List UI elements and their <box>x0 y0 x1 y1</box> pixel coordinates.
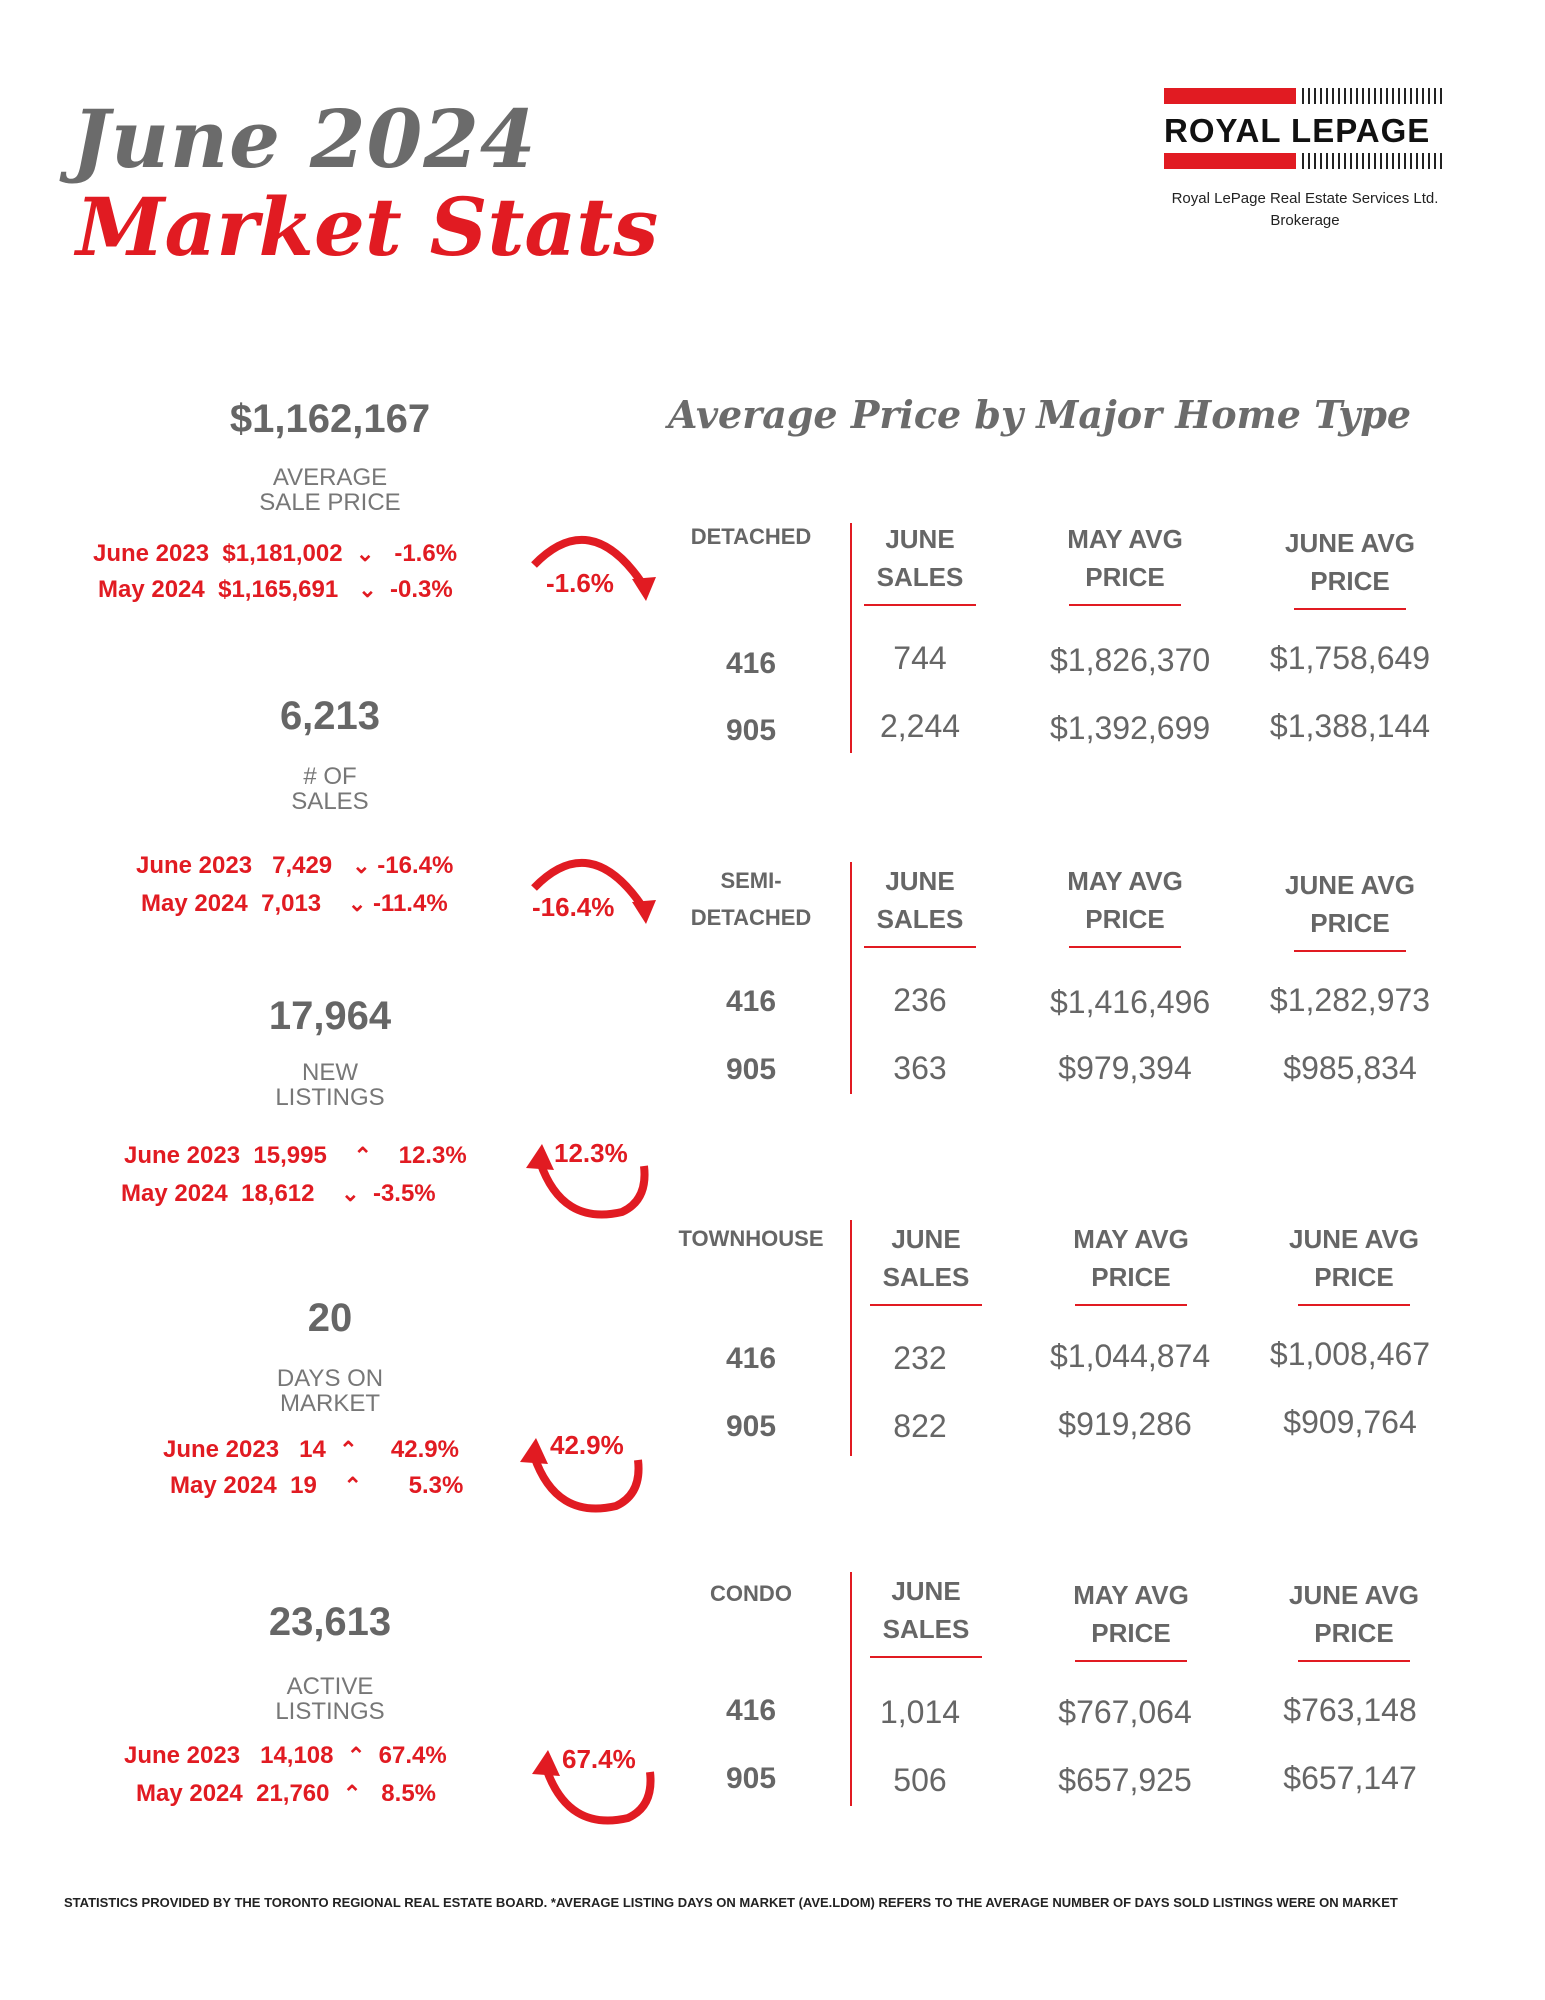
chevron-up-icon: ⌃ <box>343 1473 362 1498</box>
home-type-label <box>676 518 826 555</box>
cmp-value: 15,995 <box>253 1142 327 1169</box>
stat-label-line: AVERAGE <box>272 464 388 491</box>
stat-label-line: MARKET <box>279 1390 380 1417</box>
header-underline <box>1069 604 1181 606</box>
brokerage-label: Brokerage <box>1270 212 1340 229</box>
header-underline <box>1298 1660 1410 1662</box>
comparison-row <box>163 1436 459 1464</box>
chevron-up-icon: ⌃ <box>339 1437 358 1462</box>
home-type-line: DETACHED <box>690 524 812 549</box>
region-416: 416 <box>725 985 777 1018</box>
comparison-row <box>136 1780 436 1808</box>
col-header-line: PRICE <box>1310 566 1390 596</box>
cmp-change: -16.4% <box>377 852 454 879</box>
comparison-row <box>98 576 453 604</box>
col-header-line: JUNE AVG <box>1288 1580 1420 1610</box>
cell-sales: 1,014 <box>879 1694 961 1730</box>
cell-june-avg: $657,147 <box>1283 1760 1417 1796</box>
cmp-period: June 2023 <box>163 1436 280 1463</box>
col-header-line: SALES <box>882 1262 970 1292</box>
header-underline <box>1294 950 1406 952</box>
stat-value: 6,213 <box>279 694 381 738</box>
stat-value: 17,964 <box>268 994 392 1038</box>
region-905: 905 <box>725 1762 777 1795</box>
cell-may-avg: $1,044,874 <box>1050 1338 1211 1374</box>
col-header-line: MAY AVG <box>1073 1580 1189 1610</box>
comparison-row <box>136 852 453 880</box>
stat-label-line: SALES <box>291 788 369 815</box>
cmp-value: 14,108 <box>260 1742 334 1769</box>
region-905: 905 <box>725 1053 777 1086</box>
cell-sales: 506 <box>893 1762 947 1798</box>
divider <box>850 1572 852 1806</box>
header-underline <box>1298 1304 1410 1306</box>
col-header-june-sales <box>866 1572 986 1658</box>
cmp-period: May 2024 <box>170 1472 277 1499</box>
chevron-up-icon: ⌃ <box>353 1143 372 1168</box>
cmp-value: $1,181,002 <box>222 540 343 567</box>
col-header-june-avg <box>1260 866 1440 952</box>
logo-subtitle <box>1140 188 1470 232</box>
region-905: 905 <box>725 714 777 747</box>
col-header-june-sales <box>860 862 980 948</box>
col-header-line: SALES <box>882 1614 970 1644</box>
chevron-down-icon: ⌄ <box>358 577 377 602</box>
cell-june-avg: $1,758,649 <box>1269 640 1431 676</box>
logo-barcode <box>1302 153 1444 169</box>
stat-label <box>140 1366 520 1416</box>
cell-sales: 2,244 <box>879 708 961 744</box>
cmp-value: 18,612 <box>241 1180 315 1207</box>
cmp-period: June 2023 <box>124 1142 241 1169</box>
comparison-row <box>121 1180 436 1208</box>
cmp-change: 67.4% <box>378 1742 447 1769</box>
col-header-line: SALES <box>876 562 964 592</box>
col-header-line: PRICE <box>1314 1262 1394 1292</box>
cmp-change: -3.5% <box>372 1180 436 1207</box>
cmp-value: $1,165,691 <box>218 576 339 603</box>
col-header-line: JUNE AVG <box>1284 528 1416 558</box>
col-header-line: JUNE AVG <box>1288 1224 1420 1254</box>
cmp-change: 5.3% <box>408 1472 464 1499</box>
cmp-value: 19 <box>290 1472 317 1499</box>
col-header-line: PRICE <box>1091 1262 1171 1292</box>
col-header-may-avg <box>1050 862 1200 948</box>
col-header-line: MAY AVG <box>1067 524 1183 554</box>
arrow-label: -1.6% <box>546 568 614 598</box>
logo-red-bar <box>1164 88 1296 104</box>
col-header-line: SALES <box>876 904 964 934</box>
col-header-line: PRICE <box>1091 1618 1171 1648</box>
home-type-line: SEMI- <box>720 868 782 893</box>
header-underline <box>1294 608 1406 610</box>
cell-may-avg: $1,826,370 <box>1050 642 1211 678</box>
cell-sales: 822 <box>893 1408 947 1444</box>
home-type-line: DETACHED <box>690 905 812 930</box>
chevron-down-icon: ⌄ <box>347 891 367 916</box>
comparison-row <box>170 1472 463 1500</box>
cell-may-avg: $1,416,496 <box>1050 984 1211 1020</box>
cmp-value: 7,013 <box>261 890 322 917</box>
stat-label-line: # OF <box>303 763 357 790</box>
company-name: Royal LePage Real Estate Services Ltd. <box>1171 190 1439 207</box>
cell-sales: 232 <box>893 1340 947 1376</box>
cmp-period: June 2023 <box>136 852 253 879</box>
stat-label-line: DAYS ON <box>276 1365 384 1392</box>
cmp-value: 21,760 <box>256 1780 330 1807</box>
cmp-period: May 2024 <box>141 890 248 917</box>
cmp-change: -1.6% <box>394 540 458 567</box>
comparison-row <box>124 1742 447 1770</box>
chevron-down-icon: ⌄ <box>352 853 371 878</box>
col-header-june-sales <box>860 520 980 606</box>
header-underline <box>870 1656 982 1658</box>
stat-label-line: SALE PRICE <box>259 489 401 516</box>
header-underline <box>1069 946 1181 948</box>
cmp-change: 8.5% <box>381 1780 436 1807</box>
header-underline <box>870 1304 982 1306</box>
cell-june-avg: $763,148 <box>1283 1692 1417 1728</box>
divider <box>850 862 852 1094</box>
title-line-2: Market Stats <box>76 180 659 274</box>
royal-lepage-logo <box>1164 88 1444 174</box>
cell-june-avg: $1,008,467 <box>1269 1336 1431 1372</box>
cmp-period: June 2023 <box>124 1742 241 1769</box>
col-header-june-avg <box>1264 1576 1444 1662</box>
home-type-line: CONDO <box>710 1581 792 1606</box>
cmp-change: -11.4% <box>372 890 448 917</box>
divider <box>850 1220 852 1456</box>
stat-value: $1,162,167 <box>229 397 431 441</box>
home-type-label <box>666 1220 836 1257</box>
cell-sales: 363 <box>893 1050 947 1086</box>
cmp-change: 42.9% <box>390 1436 459 1463</box>
stat-value: 23,613 <box>268 1600 392 1644</box>
col-header-line: PRICE <box>1310 908 1390 938</box>
arrow-label: 12.3% <box>554 1138 628 1168</box>
stat-label <box>140 764 520 814</box>
stat-label-line: LISTINGS <box>275 1084 385 1111</box>
cell-may-avg: $919,286 <box>1058 1406 1192 1442</box>
title-line-1: June 2024 <box>72 92 537 186</box>
cell-may-avg: $657,925 <box>1058 1762 1192 1798</box>
chevron-down-icon: ⌄ <box>341 1181 360 1206</box>
region-416: 416 <box>725 647 777 680</box>
stat-value: 20 <box>307 1296 353 1340</box>
col-header-line: MAY AVG <box>1067 866 1183 896</box>
comparison-row <box>124 1142 467 1170</box>
cmp-value: 7,429 <box>272 852 333 879</box>
col-header-line: JUNE <box>885 866 955 896</box>
col-header-line: JUNE <box>891 1224 961 1254</box>
arrow-label: 42.9% <box>550 1430 624 1460</box>
section-title: Average Price by Major Home Type <box>668 392 1412 437</box>
col-header-may-avg <box>1050 520 1200 606</box>
home-type-label <box>676 862 826 936</box>
cmp-change: -0.3% <box>390 576 453 603</box>
home-type-label <box>676 1575 826 1612</box>
region-416: 416 <box>725 1342 777 1375</box>
home-type-line: TOWNHOUSE <box>678 1226 824 1251</box>
col-header-line: PRICE <box>1085 904 1165 934</box>
stat-label <box>140 465 520 515</box>
stat-label-line: ACTIVE <box>286 1673 374 1700</box>
cmp-period: May 2024 <box>136 1780 243 1807</box>
chevron-up-icon: ⌃ <box>342 1781 362 1806</box>
footer-disclaimer: STATISTICS PROVIDED BY THE TORONTO REGIONAL REAL ESTATE BOARD. *AVERAGE LISTING DAYS ON MARKET (AVE.LDOM) REFERS TO THE AVERAGE NUMBER OF DAYS SOLD LISTINGS WERE ON MARKET <box>64 1895 1398 1910</box>
cmp-period: June 2023 <box>93 540 210 567</box>
cell-may-avg: $1,392,699 <box>1050 710 1211 746</box>
col-header-line: JUNE <box>891 1576 961 1606</box>
stat-label <box>140 1060 520 1110</box>
col-header-may-avg <box>1056 1220 1206 1306</box>
stat-label <box>140 1674 520 1724</box>
cell-june-avg: $1,388,144 <box>1269 708 1431 744</box>
cmp-value: 14 <box>299 1436 326 1463</box>
cell-june-avg: $1,282,973 <box>1269 982 1431 1018</box>
cmp-change: 12.3% <box>398 1142 467 1169</box>
header-underline <box>1075 1304 1187 1306</box>
region-416: 416 <box>725 1694 777 1727</box>
cmp-period: May 2024 <box>98 576 205 603</box>
cell-may-avg: $979,394 <box>1058 1050 1192 1086</box>
col-header-june-sales <box>866 1220 986 1306</box>
col-header-june-avg <box>1264 1220 1444 1306</box>
comparison-row <box>93 540 457 568</box>
col-header-line: PRICE <box>1085 562 1165 592</box>
arrow-label: 67.4% <box>562 1744 636 1774</box>
arrow-label: -16.4% <box>532 892 615 922</box>
col-header-line: JUNE AVG <box>1284 870 1416 900</box>
header-underline <box>1075 1660 1187 1662</box>
col-header-may-avg <box>1056 1576 1206 1662</box>
chevron-up-icon: ⌃ <box>346 1743 366 1768</box>
region-905: 905 <box>725 1410 777 1443</box>
chevron-down-icon: ⌄ <box>355 541 375 566</box>
cell-sales: 744 <box>893 640 947 676</box>
comparison-row <box>141 890 448 918</box>
cell-may-avg: $767,064 <box>1058 1694 1192 1730</box>
header-underline <box>864 604 976 606</box>
stat-label-line: LISTINGS <box>275 1698 385 1725</box>
col-header-line: JUNE <box>885 524 955 554</box>
cell-june-avg: $985,834 <box>1283 1050 1417 1086</box>
col-header-june-avg <box>1260 524 1440 610</box>
col-header-line: MAY AVG <box>1073 1224 1189 1254</box>
col-header-line: PRICE <box>1314 1618 1394 1648</box>
divider <box>850 523 852 753</box>
cell-june-avg: $909,764 <box>1283 1404 1417 1440</box>
cmp-period: May 2024 <box>121 1180 228 1207</box>
cell-sales: 236 <box>893 982 947 1018</box>
stat-label-line: NEW <box>302 1059 358 1086</box>
header-underline <box>864 946 976 948</box>
logo-red-bar <box>1164 153 1296 169</box>
logo-brand-text: ROYAL LEPAGE <box>1164 112 1431 149</box>
logo-barcode <box>1302 88 1444 104</box>
